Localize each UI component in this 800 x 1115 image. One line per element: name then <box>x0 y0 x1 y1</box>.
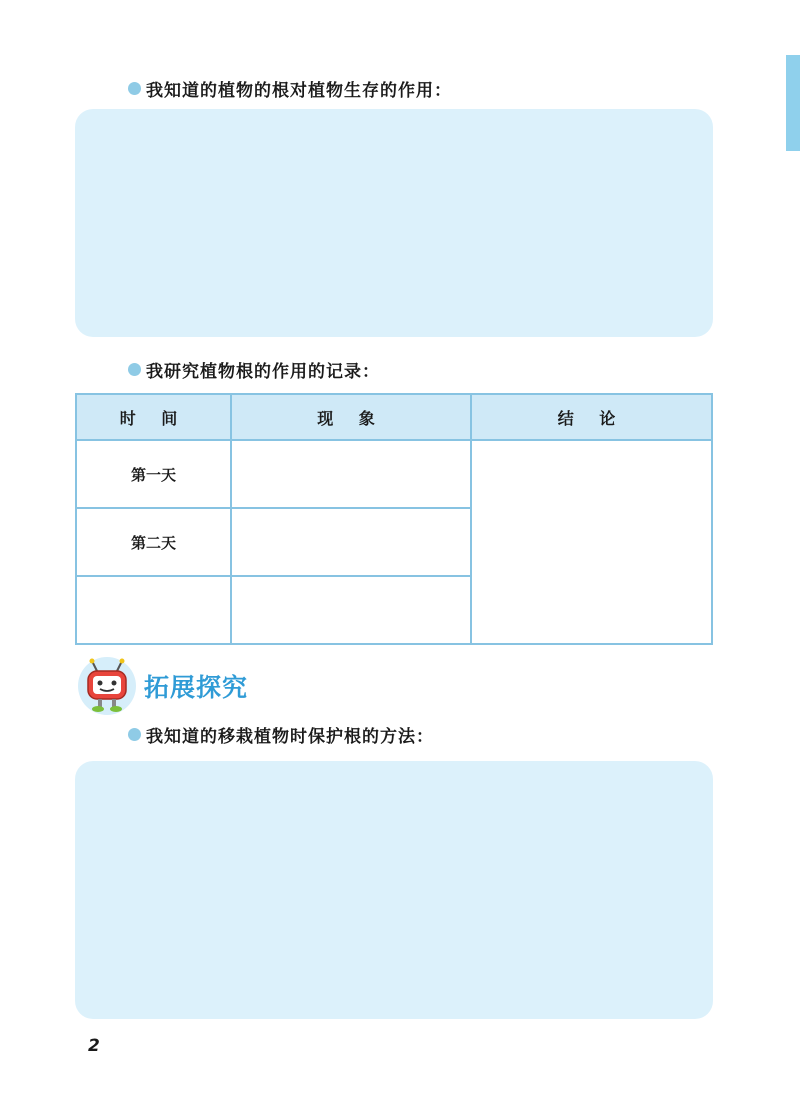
bullet-icon <box>128 82 141 95</box>
side-tab-marker <box>786 55 800 151</box>
prompt-research-record <box>128 357 380 381</box>
prompt-text: 我研究植物根的作用的记录： <box>146 361 380 382</box>
cell-phenomenon[interactable] <box>231 576 471 644</box>
robot-mascot-icon <box>76 655 138 717</box>
section-title: 拓展探究 <box>144 673 249 702</box>
answer-box-transplant-method[interactable] <box>75 761 713 1019</box>
record-table <box>75 393 713 645</box>
prompt-transplant-method <box>128 722 434 746</box>
header-conclusion: 结 论 <box>471 394 712 440</box>
page-number: 2 <box>88 1036 100 1056</box>
cell-phenomenon[interactable] <box>231 508 471 576</box>
bullet-icon <box>128 728 141 741</box>
table-row <box>76 440 712 508</box>
prompt-text: 我知道的移栽植物时保护根的方法： <box>146 726 434 747</box>
section-heading <box>76 655 248 717</box>
prompt-root-function <box>128 76 452 100</box>
answer-box-root-function[interactable] <box>75 109 713 337</box>
cell-conclusion[interactable] <box>471 440 712 644</box>
cell-time: 第二天 <box>76 508 231 576</box>
header-phenomenon: 现 象 <box>231 394 471 440</box>
cell-time: 第一天 <box>76 440 231 508</box>
cell-time[interactable] <box>76 576 231 644</box>
prompt-text: 我知道的植物的根对植物生存的作用： <box>146 80 452 101</box>
table-header-row <box>76 394 712 440</box>
header-time: 时 间 <box>76 394 231 440</box>
bullet-icon <box>128 363 141 376</box>
cell-phenomenon[interactable] <box>231 440 471 508</box>
